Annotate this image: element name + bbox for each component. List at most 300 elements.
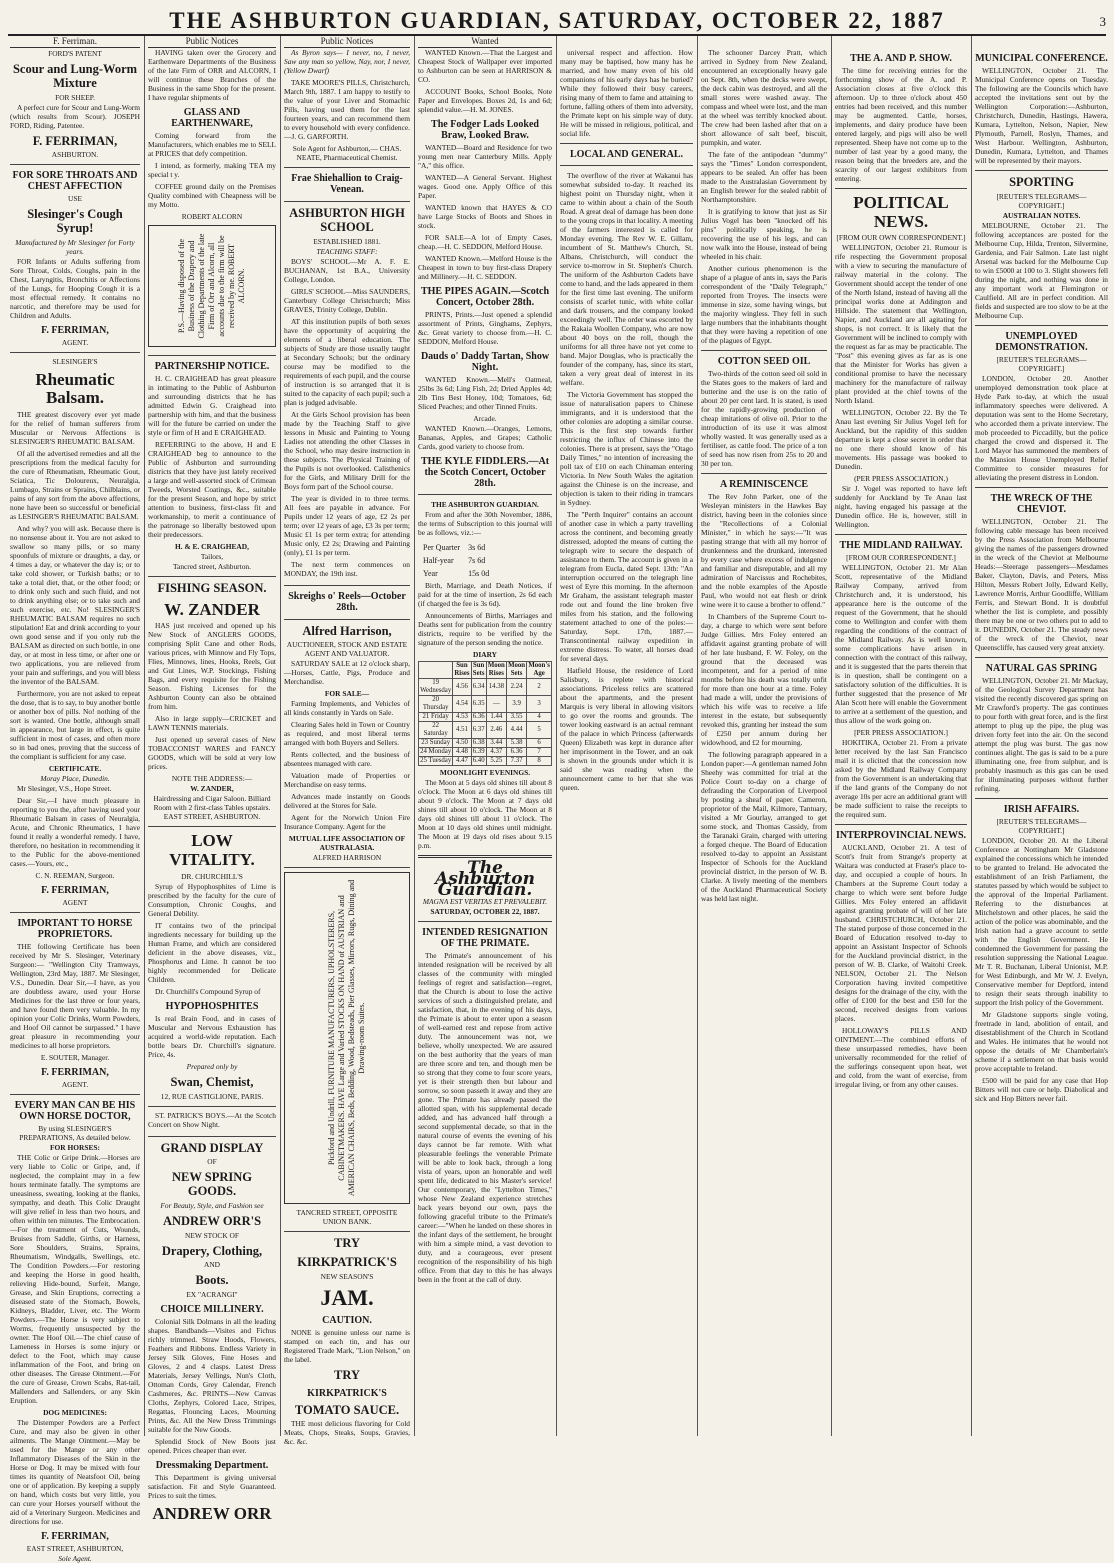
unemployed-title: UNEMPLOYED DEMONSTRATION.	[995, 330, 1088, 353]
zander-body: Just opened up several cases of New TOBACCONIST WARES and FANCY GOODS, which will be sold at very low prices.	[148, 735, 276, 772]
masthead	[8, 4, 1106, 36]
reminiscence-body: The Rev John Parker, one of the Wesleyan ministers in the Hawkes Bay district, having been in the colonies since the "Recollections of a Colonial Minister," in which he says:—"It was pasting strange that with all my horror of drunkenness and the drunkard, interested by every case where excess of indulgence and familiar and disreputable, and all my admiration of Narcissus and Rochebites, and the noble examples of the Apostle Paul, who would not eat flesh or drink wine were it to cause a brother to offend."	[701, 492, 827, 609]
column-4	[418, 48, 552, 1436]
wanted-notice: WANTED Known.—That the Largest and Cheapest Stock of Wallpaper ever imported to Ashburton can be seen at HARRISON & CO.	[418, 48, 552, 84]
sporting-title: SPORTING	[1009, 175, 1074, 189]
orr-footer: ANDREW ORR	[152, 1504, 272, 1524]
school-body: At the Girls School provision has been made by the Teaching Staff to give lessons in Music and Painting to Young Ladies not attending the other Classes in the School, who may desire instruction in these subjects. The Physical Training of the Pupils is not overlooked. Calisthenics for the Girls, and Military Drill for the Boys form part of the School course.	[284, 409, 410, 491]
column-8	[975, 48, 1108, 1436]
horse-doctor-advert	[10, 1100, 140, 1563]
column-rule	[280, 36, 281, 1436]
diary-cell: 2.46	[486, 722, 506, 739]
glass-body: Coming forward from the Manufacturers, which enables me to SELL at PRICES that defy competition.	[148, 131, 276, 158]
diary-cell: 6.38	[472, 739, 485, 746]
diary-cell: 22 Saturday	[419, 722, 453, 739]
diary-cell: 6.35	[471, 696, 486, 713]
fords-body: A perfect cure for Scour and Lung-Worm (which results from Scour). JOSEPH FORD, Riding, Patentee.	[10, 102, 140, 130]
partnership-body: REFERRING to the above, H and E CRAIGHEAD beg to announce to the Public of Ashburton and surrounding districts that they have just lately received a large and well-assorted stock of Crimean Tweeds, Worsted Coatings, &c., suitable for the present Season, and hope by strict attention to business, first-class fit and workmanship, to merit a continuance of the patronage so liberally bestowed upon their predecessors.	[148, 440, 276, 539]
horse-advert	[10, 918, 140, 1095]
pipes-notice: THE PIPES AGAIN.—Scotch Concert, October 28th.	[420, 286, 550, 308]
harrison-title: Alfred Harrison,	[302, 623, 392, 638]
try-label: TRY	[334, 1367, 360, 1382]
footer-advert: £500 will be paid for any case that Hop Bitters will not cure or help. Diabolical and sick and Hop Bitters never fail.	[975, 1075, 1108, 1103]
prints-notice: PRINTS, Prints.—Just opened a splendid assortment of Prints, Ginghams, Zephyrs, &c. Great variety to choose from.—H. C. SEDDON, Melford House.	[418, 310, 552, 346]
boots-title: Boots.	[195, 1273, 229, 1288]
column-3	[284, 48, 410, 1447]
skreigh-text: Skreighs o' Reels—October 28th.	[288, 590, 406, 613]
diary-cell: 24 Monday	[420, 748, 452, 755]
teaching-staff: TEACHING STAFF:	[316, 246, 378, 256]
zander-body: Also in large supply—CRICKET and LAWN TENNIS materials.	[148, 714, 276, 733]
wreck-title: THE WRECK OF THE CHEVIOT.	[990, 492, 1093, 515]
kirkpatrick-advert	[284, 1237, 410, 1446]
sore-title: FOR SORE THROATS AND CHEST AFFECTION	[12, 170, 138, 193]
rate-row	[420, 568, 492, 579]
irish-body: Mr Gladstone supports single voting, freetrade in land, abolition of entail, and disestablishment of the Church in Scotland and Wales. He intimates that he would not oppose the details of Mr Chamberlain's scheme if a settlement on that basis would prove acceptable to Ireland.	[975, 1009, 1108, 1073]
news-paragraph: In Chambers of the Supreme Court to-day, a charge to which were sent before Judge Gillies. Mrs Foley entered an affidavit against granting probate of will of her late husband, F. W. Foley, on the ground that the deceased was incompetent, and for a period of nine months before his death was totally unfit for more than one hour at a time. Foley had made a will, under the provisions of which his wife was to receive a life interest in the estate, but subsequently revoked this, granting her instead the sum of £250 per annum during her widowhood, and £2 for mourning.	[701, 612, 827, 747]
harrison-signature: ALFRED HARRISON	[312, 853, 382, 863]
valuation: Valuation made of Properties or Merchandise on easy terms.	[284, 771, 410, 790]
cough-title: Slesinger's Cough Syrup!	[27, 207, 123, 235]
diary-cell: 21 Friday	[419, 713, 453, 722]
wanted-notice: WANTED—Board and Residence for two young men near Canterbury Mills. Apply "A," this office.	[418, 143, 552, 170]
rate-label: Per Quarter	[423, 543, 461, 552]
tomato-title: TOMATO SAUCE.	[294, 1402, 400, 1417]
column-head: F. Ferriman.	[10, 36, 140, 48]
boys-school: BOYS' SCHOOL—Mr A. F. E. BUCHANAN, 1st B.A., University College, London.	[284, 256, 410, 284]
unemployed-body: LONDON, October 20. Another unemployed demonstration took place at Hyde Park to-day, at which the usual inflammatory speeches were delivered. A deputation was sent to the Home Secretary, who accorded them a private interview. The mob proceeded to Piccadilly, but the police charged the crowd and dispersed it. The Lord Mayor has summoned the members of the Mansion House Unemployed Relief Committee to consider measures for alleviating the present distress in London.	[975, 373, 1108, 482]
vitality-title: LOW VITALITY.	[169, 831, 255, 870]
political-sub: [FROM OUR OWN CORRESPONDENT.]	[836, 233, 966, 243]
partnership-role: Tailors,	[200, 552, 224, 561]
wreck-body: WELLINGTON, October 21. The following cable message has been received by the Press Association from Melbourne giving the names of the passengers drowned in the wreck of the Cheviot at Melbourne Heads:—Steerage passengers—Mesdames Baker, Clayton, Davis, and Peters, Miss Hilton, Messrs Robert Jolly, Edward Kelly, Lawrence Morris, Arthur Goodliffe, William Ferris, and Stewart Bond. It is doubtful whether the list is complete, and possibly there may be one or two others put to add to it. DUNEDIN, October 21. The steady news of the wreck of the Cheviot, near Queenscliffe, has caused very great anxiety.	[975, 516, 1108, 652]
municipal-title: MUNICIPAL CONFERENCE.	[975, 53, 1108, 64]
news-paragraph: Another curious phenomenon is the shape of a plague of ants in, says the Paris correspondent of the "Daily Telegraph," reported from Troyes. The insects were immense in size, some having wings, but the majority wingless. They fell in such large numbers that the inhabitants thought that they were having a repetition of one of the plagues of Egypt.	[701, 264, 827, 345]
diary-header-cell: Sun Rises	[454, 662, 470, 677]
alcorn-signature: ROBERT ALCORN	[181, 212, 243, 221]
swan-title: Swan, Chemist,	[170, 1074, 254, 1089]
horse-body: THE following Certificate has been received by Mr S. Slesinger, Veterinary Surgeon:— "Wellington City Tramways, Wellington, 23rd May, 1887. Mr Slesinger, V.S., Dunedin. Dear Sir,—I have, as you are doubtless aware, used your Horse Medicines for the last three or four years, and have found them very valuable. In my opinion your Colic Drinks, Worm Powders, and Hoof Oil cannot be surpassed." I have great pleasure in recommending your medicines to all horse proprietors.	[10, 942, 140, 1051]
agent-label: AGENT.	[61, 1080, 89, 1090]
diary-header-row	[419, 662, 552, 679]
style-line: For Beauty, Style, and Fashion see	[160, 1200, 264, 1210]
midland-body: HOKITIKA, October 21. From a private letter received by the last San Francisco mail it is elicited that the concession now asked by the Midland Railway Company from the Government is an undertaking that if the land grants of the Company do not average 10s per acre an additional grant will be made sufficient to raise the receipts to the required sum.	[835, 738, 967, 820]
spring-title: NEW SPRING GOODS.	[172, 1170, 252, 1199]
rate-label: Year	[423, 569, 438, 578]
school-term: The next term commences on MONDAY, the 19th inst.	[284, 559, 410, 578]
political-body: WELLINGTON, October 22. By the Te Anau last evening Sir Julius Vogel left for Auckland, but the rapidity of this sudden departure is kept a close secret in order that no one there should know of his movements. His passage was booked to Dunedin.	[835, 408, 967, 472]
interprovincial-body: AUCKLAND, October 21. A test of Scott's fruit from Strange's property at Waitara was conducted at Fraser's place to-day, and occupied a couple of hours. In Chambers at the Supreme Court today a charge to which were sent before Judge Gillies. Mrs Foley entered an affidavit against granting probate of will of her late husband. CHRISTCHURCH, October 21. The stated purpose of those concerned in the Board of Education resolved to-day to appoint an Assistant Inspector of Schools for the Auckland provincial district, in the person of W. B. Clarke, of Waitohi Creek. NELSON, October 21. The Nelson Corporation having invited competitive designs for the drainage of the city, with the offer of £100 for the best and £50 for the second, received designs from various places.	[835, 843, 967, 1024]
diary-cell: 6.39	[472, 748, 485, 755]
diary-cell: 4	[527, 713, 552, 722]
fishing-title: FISHING SEASON.	[157, 581, 267, 595]
births-notice: Birth, Marriage, and Death Notices, if paid for at the time of insertion, 2s 6d each (if charged the fee is 3s 6d).	[418, 581, 552, 608]
column-head: Public Notices	[148, 36, 276, 48]
diary-cell: 8	[527, 757, 552, 766]
irish-sub: [REUTER'S TELEGRAMS—COPYRIGHT.]	[996, 816, 1087, 835]
political-body: WELLINGTON, October 21. Rumour is rife respecting the Government proposal with a view to securing the manufacture of railway material in the colony. The Government should accept the tender of one of the North Island, instead of having all the principal works done at Addington and Hillside. The statement that Wellington, Napier, and Auckland are all agitating for shops, is not correct. It is likely that the Government will be inclined to comply with the request as far as may be practicable. The "Post" this evening gives as far as is one that the Minister for Works has given a conditional promise to have the necessary machinery for the manufacture of railway plant provided at the chief towns of the North Island.	[835, 243, 967, 406]
fodger-notice: The Fodger Lads Looked Braw, Looked Braw.	[431, 119, 539, 141]
tomato-body: THE most delicious flavoring for Cold Meats, Chops, Steaks, Soups, Gravies, &c. &c.	[284, 1419, 410, 1447]
choice-title: CHOICE MILLINERY.	[160, 1304, 264, 1316]
ferriman-address: EAST STREET, ASHBURTON,	[26, 1544, 124, 1554]
diary-cell: 2.24	[506, 679, 526, 696]
canned-notice: WANTED Known.—Mell's Oatmeal, 25lbs 3s 6d; Ling Fish, 2d; Dried Apples 4d; 2lb Tins Best Honey, 10d; Tomatoes, 6d; Sliced Peaches; and other Tinned Fruits.	[418, 375, 552, 411]
caution-body: NONE is genuine unless our name is stamped on each tin, and has our Registered Trade Mark, "Lion Nelson," on the label.	[284, 1327, 410, 1364]
leader-continued: universal respect and affection. How many may be baptised, how many has he married, and how many even of his old companions of his early days has he buried? While they followed their busy careers, rising many of them to fame and attaining to fortune, falling others of them into adversity, the Primate kept on his simple way of duty. He will be missed in religious, political, and social life.	[560, 48, 693, 138]
column-head: Public Notices	[284, 36, 410, 48]
balsam-body: Of all the advertised remedies and all the prescriptions from the medical faculty for the cure of Rheumatism, Rheumatic Gout, Sciatica, Tic Doloureux, Neuralgia, Lumbago, Strains or Sprains, Chilblains, or pains of any sort from the above affections, none have been so successful or beneficial as LESINGER'S RHEUMATIC BALSAM.	[10, 449, 140, 522]
column-1	[10, 48, 140, 1563]
swan-prepared: Prepared only by	[186, 1061, 238, 1071]
ferriman-name: F. FERRIMAN,	[32, 133, 118, 148]
advances: Advances made instantly on Goods delivered at the Stores for Sale.	[284, 792, 410, 811]
column-rule	[697, 36, 698, 1436]
school-body: AT this institution pupils of both sexes have the opportunity of acquiring the elements of a liberal education. The subjects of Study are those usually taught at Secondary Schools; but the ordinary course may be modified to the requirements of each pupil, and the course of instruction is so arranged that it is suited to the capacity of each pupil; such a plan is judged advisable.	[284, 316, 410, 407]
zander-note: NOTE THE ADDRESS:—	[171, 774, 253, 784]
certificate-body: Dear Sir,—I have much pleasure in reporting to you the, after having used your Rheumatic Balsam in cases of Neuralgia, Acute, and Chronic Rheumatics, I have found it really a wonderful remedy. I have, therefore, no hesitation in recommending it to the Public for the above-mentioned cases.—Yours, etc.,	[10, 796, 140, 869]
holloway-advert: HOLLOWAY'S PILLS AND OINTMENT.—The combined efforts of these unsurpassed remedies, have been universally recommended for the relief of the sufferings consequent upon heat, wet and cold, from the want of exercise, from irregular living, or from any other causes.	[835, 1026, 967, 1090]
midland-title: THE MIDLAND RAILWAY.	[839, 540, 963, 552]
pickford-text: Pickford and Undrill, FURNITURE MANUFACTURERS, UPHOLSTERERS, CABINETMAKERS. HAVE Large and Varied STOCKS ON HAND of AUSTRIAN and AMERICAN CHAIRS, Beds, Bedding, Wood, Bedsteads, Pier Glasses, Mirrors, Rugs, Dining and Drawing-room Suites.	[327, 880, 366, 1197]
cotton-title: COTTON SEED OIL	[717, 356, 811, 367]
diary-header-cell: Moon Rises	[487, 662, 505, 677]
zander-signature: W. ZANDER,	[190, 784, 234, 794]
diary-cell: 2	[527, 679, 552, 696]
caution-title: CAUTION.	[322, 1314, 372, 1326]
vitality-sub: DR. CHURCHILL'S	[181, 871, 243, 881]
dauds-notice: Dauds o' Daddy Tartan, Show Night.	[420, 351, 550, 373]
grand-title: GRAND DISPLAY	[160, 1140, 264, 1155]
ferriman-name: F. FERRIMAN,	[41, 885, 109, 897]
goods-list: Colonial Silk Dolmans in all the leading shapes. Bandbands—Visites and Fichus richly trimmed. Straw Hoods, Flowers, Feathers and Ribbons. Endless Variety in Jersey Silk Gloves, Fine Hoses and Gloves, 2 and 4 clasps. Latest Dress Materials, Jersey Vellings, Nun's Cloth, Ottoman Cords, Grey Calendar, French Cashmeres, &c. PRINTS—New Canvas Cloths, Zephyrs, Colored Lace, Stripes, Regattas, Flouncing Laces, Mourning Prints, &c. All the New Dress Trimmings suitable for the New Goods.	[148, 1317, 276, 1435]
diary-row	[419, 739, 552, 748]
diary-cell: 20 Thursday	[419, 696, 453, 713]
diary-cell: 4.56	[453, 679, 471, 696]
diary-cell: 6.37	[471, 722, 486, 739]
rate-label: Half-year	[423, 556, 454, 565]
diary-cell: 6.36	[506, 748, 526, 757]
moore-advert	[284, 48, 410, 168]
diary-cell: 3.44	[486, 739, 506, 748]
column-2	[148, 48, 276, 1524]
drapery-title: Drapery, Clothing,	[161, 1243, 263, 1258]
news-paragraph: The fate of the antipodean "dummy" says the "Times" London correspondent, appears to be sealed. An offer has been made to the Australasian Government by an English brewer for the sealed rabbit of Northamptonshire.	[701, 150, 827, 204]
orr-advert	[148, 1142, 276, 1524]
leader-body: The Primate's announcement of his intended resignation will be received by all classes of the community with mingled feelings of regret and satisfaction—regret, that the Church is about to lose the active services of such a distinguished prelate, and satisfaction, that, in the evening of his days, the Primate is about to enter upon a season of well-earned rest and repose from active duty. The announcement was not, we believe, wholly unexpected. We are assured on the best authority that the years of man are three score and ten, and though men be so strong that they come to four score years, yet is their strength then but labour and sorrow, so soon passeth it away and they are gone. The Primate has already passed the allotted span, with his supplemental decade added, and has advanced half through a second supplemental decade, so that in the natural course of events the evening of his days cannot be far remote. With what pleasurable feelings the venerable Primate will be able to look back, through a long vista of years, upon an honorable and well spent life, dedicated to his Master's service! Our contemporary, the "Lyttelton Times," whose New Zealand experience stretches back years beyond our own, pays the following graceful tribute to the Primate's career:—"When he landed on these shores in the infant days of the settlement, he brought with him a simple mind, a vast devotion to duty, and a courageous, ever present recognition of the responsibility of his high office. From that day to this he has always been in the front at the call of duty.	[418, 951, 552, 1284]
diary-cell: 4.44	[506, 722, 526, 739]
local-body: The overflow of the river at Wakanui has somewhat subsided to-day. It reached its highest point on Thursday night, when it came to within about a chain of the South Road. A great deal of damage has been done to the young crops in that locality. A meeting of the farmers interested is called for Monday evening. The Rev W. E. Gillam, incumbent of St. Matthew's Church, St. Albans, Christchurch, will conduct the service to-morrow in St. Stephen's Church. The uniform of the Ashburton Cadets have come to hand, and the lads appeared in them for the first time last evening. The uniform consists of scarlet tunic, with white collar and dark trousers, and the company looked exceedingly well. The order was escorted by the Rakaia Woollen Company, who are now about 40 boys on the roll, though the uniforms for all three have not yet come to hand. Major Douglas, who is practically the founder of the company, has, since its start, taken a very great deal of interest in its welfare.	[560, 171, 693, 387]
show-title: THE A. AND P. SHOW.	[850, 53, 952, 64]
fords-title: Scour and Lung-Worm Mixture	[12, 62, 138, 90]
rents: Rents collected, and the business of absentees managed with care.	[284, 750, 410, 769]
wanted-notice: WANTED—A General Servant. Highest wages. Good one. Apply Office of this Paper.	[418, 173, 552, 200]
press-association: [PER PRESS ASSOCIATION.]	[854, 728, 948, 738]
zander-body: HAS just received and opened up his New Stock of ANGLERS GOODS, comprising Split Cane and other Rods, various prices, with Minnow and Fly Tops, Flies, Minnows, lines, Hooks, Reels, Gut and Gut Lines, W.P. Stockings, Fishing Bags, and every requisite for the Fishing Season. Fishing Licenses for the Ashburton County can also be obtained from him.	[148, 621, 276, 712]
vitality-body: Dr. Churchill's Compound Syrup of	[155, 986, 261, 996]
for-horses: FOR HORSES:	[50, 1143, 100, 1153]
interprovincial-title: INTERPROVINCIAL NEWS.	[835, 830, 967, 842]
cough-by: Manufactured by Mr Slesinger for Forty years.	[15, 237, 135, 256]
press-association: (PER PRESS ASSOCIATION.)	[854, 474, 948, 484]
fords-for: FOR SHEEP.	[55, 92, 95, 102]
guardian-masthead: The Ashburton Guardian.	[435, 858, 535, 900]
agent-line: Agent for the Norwich Union Fire Insurance Company. Agent for the	[284, 813, 410, 832]
diary-cell: 25 Tuesday	[420, 757, 452, 764]
local-body: The "Perth Inquirer" contains an account of another case in which a party travelling across the continent, and becoming greatly distressed, adopted the means of cutting the telegraph wire to secure the despatch of assistance to them. The account is given in a telegram from Eucla, dated Sept. 13th: "An interruption occurred on the telegraph line west of Eyre this morning. In the afternoon Mr Graham, the assistant telegraph master rode out and found the line broken five miles from his station, and the following statement attached to one of the poles:—Saturday, Sept. 17th, 1887.—Transcontinental railway expedition in extreme distress. To water, all horses dead for several days.	[560, 510, 693, 663]
midland-body: WELLINGTON, October 21. Mr Alan Scott, representative of the Midland Railway Company, arrived from Christchurch and, it is understood, his appearance here is the outcome of the request of the Government, that he should come to Wellington and confer with them regarding the conditions of the contract of the Midland Railway. As is well known, some complications have arisen in connection with the contract of this railway, and it is suggested that the parts therein that is in question, shall be contingent on a satisfactory solution of the difficulties. It is further suggested that the presence of Mr Alan Scott here will enable the Government to arrive at a settlement of the question, and thus allow of the work going on.	[835, 563, 967, 726]
political-title: POLITICAL NEWS.	[853, 193, 949, 231]
sporting-head: AUSTRALIAN NOTES.	[1002, 210, 1081, 220]
diary-title: DIARY	[473, 650, 497, 659]
news-paragraph: The following paragraph appeared in a London paper:—A gentleman named John Sheehy was committed for trial at the Police Court to-day on a charge of defrauding the Corporation of Liverpool by posting a sheaf of paper. Cameron, proprietor of the Mail, Kilmore, Tantuary, visited a Mr Gourlay, arranged to get some stock, and Thomas Cassidy, from the Taranaki Grain, charged with uttering a forged cheque. The Board of Education resolved to-day to appoint an Assistant Inspector of Schools for the Auckland provincial district, in the person of W. B. Clarke. A lively meeting of the members of the Auckland Pharmaceutical Society was held last night.	[701, 750, 827, 903]
wanted-notice: WANTED Known.—Melford House is the Cheapest in town to buy first-class Drapery and Millinery.—H. C. SEDDON.	[418, 254, 552, 281]
partnership-address: Tancred street, Ashburton.	[173, 562, 251, 571]
glass-title: GLASS AND EARTHENWARE,	[171, 107, 253, 129]
diary-cell: 7	[527, 748, 552, 757]
diary-table	[418, 661, 552, 766]
diary-cell: 6	[527, 739, 552, 748]
every-sub: By using SLESINGER'S PREPARATIONS, As detailed below.	[19, 1124, 131, 1143]
diary-header-cell: Moon's Age	[528, 662, 550, 677]
pickford-address: TANCRED STREET, OPPOSITE UNION BANK.	[296, 1208, 398, 1227]
pickford-advert	[284, 872, 410, 1204]
rate-row	[420, 555, 492, 566]
column-rule	[831, 36, 832, 1436]
clearing-sales: Clearing Sales held in Town or Country as required, and most liberal terms arranged with both Buyers and Sellers.	[284, 720, 410, 748]
diary-cell: 4.37	[486, 748, 506, 757]
diary-cell: 4.48	[453, 748, 471, 757]
zander-address: Hairdressing and Cigar Saloon. Billiard Room with 2 first-class Tables upstairs. EAST STREET, ASHBURTON.	[153, 794, 271, 822]
kirkpatrick-title: KIRKPATRICK'S	[307, 1387, 387, 1399]
diary-row	[419, 748, 552, 757]
mutual-line: MUTUAL LIFE ASSOCIATION OF AUSTRALASIA.	[288, 834, 406, 853]
school-fees: The year is divided in to three terms. All fees are payable in advance. For Pupils under 12 years of age, £2 2s per term; over 12 years of age, £3 3s per term; Music £1 1s per term extra; for attending Music only, £2 2s; Drawing and Painting (only), £1 1s per term.	[284, 493, 410, 557]
partnership-signature: H. & E. CRAIGHEAD,	[175, 542, 249, 551]
balsam-advert	[10, 357, 140, 913]
horses-body: THE Colic or Gripe Drink.—Horses are very liable to Colic or Gripe, and, if neglected, the complaint may in a few hours terminate fatally. The symptoms are uneasiness, sweating, looking at the flanks, sympathy, and death. This Colic Draught will give relief in less than two hours, and often within ten minutes. The Embrocation.—For the treatment of Cuts, Wounds, Bruises from Saddle, Girths, or Harness, Sore Shoulders, Strains, Sprains, Rheumatism, Windgalls, Swellings, etc. The Condition Powders.—For restoring and keeping the Horse in good health, relieving Hide-bound, Surfeit, Mange, Grease, and Skin Eruptions, correcting a diseased state of the Stomach, Bowels, Kidneys, Bladder, Liver, etc. The Worm Powders.—The Horse is very subject to Worms, frequently unsuspected by the owner. The Hoof Oil.—The chief cause of Lameness in Horses is some injury or defect to the Foot, which may cause inflammation of the Foot, and bring on other diseases. The Grease Ointment.—For the cure of Grease, Crown Scabs, Rat-tail, Mallenders and Sallenders, or any Skin Eruption.	[10, 1153, 140, 1406]
rate-row	[420, 542, 492, 553]
ferriman-name: F. FERRIMAN,	[41, 324, 109, 336]
kirkpatrick-title: KIRKPATRICK'S	[297, 1255, 397, 1269]
diary-cell: 6.34	[471, 679, 486, 696]
diary-row	[419, 713, 552, 722]
diary-cell: 4.47	[453, 757, 471, 766]
certificate-signature: C. N. REEMAN, Surgeon.	[35, 871, 115, 881]
horse-signature: E. SOUTER, Manager.	[40, 1053, 110, 1063]
and-line: AND	[203, 1260, 220, 1270]
irish-title: IRISH AFFAIRS.	[1003, 803, 1080, 815]
page-number: 3	[1099, 14, 1106, 29]
rotated-notice-text: P.S.—Having disposed of the Business of the Drapery and Clothing Departments of the late Firm of Orr and Alcorn, all accounts due to the firm will be received by me. ROBERT ALCORN.	[177, 233, 246, 339]
patrick-notice	[148, 1111, 276, 1137]
agent-label: AGENT.	[61, 337, 89, 347]
guardian-date: SATURDAY, OCTOBER 22, 1887.	[430, 907, 540, 916]
try-label: TRY	[334, 1236, 360, 1251]
rate-value: 15s 0d	[468, 569, 490, 578]
news-paragraph: The schooner Darcey Pratt, which arrived in Sydney from New Zealand, encountered an exceptionally heavy gale on Sept. 8th, when the decks were swept, the deck cabin was destroyed, and all the small stores were washed away. The compass and wheel were lost, and the man at the wheel was terribly knocked about. The crew had been lashed after that on a short allowance of salt beef, biscuit, pumpkin, and water.	[701, 48, 828, 147]
zander-title: W. ZANDER	[164, 599, 260, 619]
column-rule	[144, 36, 145, 1436]
school-title: ASHBURTON HIGH SCHOOL	[289, 206, 405, 234]
kyle-notice: THE KYLE FIDDLERS.—At the Scotch Concert, October 28th.	[420, 456, 550, 489]
fords-advert	[10, 49, 140, 165]
diary-cell: 4.54	[453, 696, 471, 713]
partnership-advert	[148, 361, 276, 577]
wanted-notice: WANTED known that HAYES & CO have Large Stocks of Boots and Shoes in stock.	[418, 203, 552, 230]
harrison-sub: AUCTIONEER, STOCK AND ESTATE AGENT AND VALUATOR.	[286, 640, 408, 659]
diary-row	[419, 757, 552, 766]
certificate-to: Mr Slesinger, V.S., Hope Street.	[17, 784, 112, 794]
sore-use: USE	[68, 194, 82, 204]
zander-advert	[148, 582, 276, 827]
rate-value: 3s 6d	[468, 543, 486, 552]
moore-body: TAKE MOORE'S PILLS, Christchurch, March 9th, 1887. I am happy to testify to the value of your Liver and Stomachic Pills, having used them for the last fourteen years, and can recommend them to every household with every confidence.—J. G. GARFORTH.	[284, 78, 410, 141]
certificate-address: Moray Place, Dunedin.	[40, 774, 110, 784]
ferriman-name: F. FERRIMAN,	[41, 1531, 109, 1543]
dog-title: DOG MEDICINES:	[43, 1408, 107, 1418]
hypo-title: HYPOPHOSPHITES	[165, 1000, 259, 1012]
girls-school: GIRLS' SCHOOL—Miss SAUNDERS, Canterbury College Christchurch; Miss GRAVES, Trinity College, Dublin.	[284, 286, 410, 314]
unemployed-sub: [REUTER'S TELEGRAMS—COPYRIGHT.]	[996, 354, 1087, 373]
orr-title: ANDREW ORR'S	[162, 1213, 262, 1228]
diary-cell: 19 Wednesday	[420, 679, 452, 694]
grand-of: OF	[207, 1157, 217, 1167]
moon-body: The Moon at 5 days old shines till about 8 o'clock. The Moon at 6 days old shines till about 9 o'clock. The Moon at 7 days old shines till about 10 o'clock. The Moon at 8 days old shines till about 11 o'clock. The Moon at 10 days old shines until midnight. The Moon at 19 days old rises about 9.15 p.m.	[418, 778, 552, 850]
vitality-body: IT contains two of the principal ingredients necessary for building up the Human Frame, and which are considered deficient in the above diseases, viz., Phosphorus and Lime. It cannot be too highly recommended for Delicate Children.	[148, 920, 276, 984]
ferriman-name: F. FERRIMAN,	[41, 1067, 109, 1079]
certificate-title: CERTIFICATE.	[48, 764, 102, 774]
column-6	[701, 48, 827, 1436]
sale-body: Farming Implements, and Vehicles of all kinds constantly in Yards on Sale.	[284, 699, 410, 718]
diary-header-cell	[419, 662, 453, 679]
column-rule	[971, 36, 972, 1436]
reminiscence-title: A REMINISCENCE	[719, 479, 809, 490]
shiel-text: Frae Shiehallion to Craig-Venean.	[291, 173, 403, 195]
announce-notice: Announcements of Births, Marriages and Deaths sent for publication from the country districts, require to be verified by the signature of the person sending the notice.	[418, 611, 552, 647]
diary-cell: 4.50	[453, 739, 471, 748]
gas-body: WELLINGTON, October 21. Mr Mackay, of the Geological Survey Department has visited the recently discovered gas spring on Mr Crawford's property. The gas continues to pour forth with great force, and is the first attempt to plug up the pipe, the plug was driven forty feet into the air. On the second attempt the plug was burst. The gas now continues alight. The gas is said to be a pure illuminating one, free from sulphur, and is probably inasmuch as this gas can be used for illuminating purposes without further refining.	[975, 675, 1108, 793]
diary-header-cell: Moon Sets	[508, 662, 526, 677]
agent-label: AGENT	[62, 898, 88, 908]
season-line: NEW SEASON'S	[320, 1271, 374, 1281]
hypo-body: Is real Brain Food, and in cases of Muscular and Nervous Exhaustion has acquired a world-wide reputation. Each bottle bears Dr. Churchill's signature. Price, 4s.	[148, 1013, 276, 1059]
diary-cell: 4.53	[453, 713, 471, 722]
news-paragraph: It is gratifying to know that just as Sir Julius Vogel has been "knocked off his pins" politically speaking, he is recovering the use of his legs, and can now walk into the House, instead of being wheeled in his chair.	[701, 207, 827, 261]
diary-cell: —	[486, 696, 506, 713]
political-body: Sir J. Vogel was reported to have left suddenly for Auckland by Te Anau last night, having engaged his passage at the Dunedin office. He is, however, still in Wellington.	[835, 484, 967, 530]
municipal-body: WELLINGTON, October 21. The Municipal Conference opens on Tuesday. The following are the Councils which have accepted the invitations sent out by the Wellington Corporation:—Ashburton, Christchurch, Dunedin, Hastings, Hawera, Kumara, Lyttelton, Nelson, Napier, New Plymouth, Parnell, Roslyn, Thames, and West Harbour. Wellington, Ashburton, Dunedin, Kumara, Lyttelton, and Thames will be represented by their mayors.	[975, 66, 1108, 165]
ferriman-place: ASHBURTON.	[51, 150, 99, 160]
every-title: EVERY MAN CAN BE HIS OWN HORSE DOCTOR,	[14, 1100, 136, 1123]
masthead-title: THE ASHBURTON GUARDIAN, SATURDAY, OCTOBER 22, 1887	[169, 8, 945, 33]
diary-header-cell: Sun Sets	[472, 662, 485, 677]
patrick-text: ST. PATRICK'S BOYS.—At the Scotch Concert on Show Night.	[148, 1110, 276, 1129]
saturday-sale: SATURDAY SALE at 12 o'clock sharp,—Horses, Cattle, Pigs, Produce and Merchandise.	[284, 659, 410, 687]
diary-cell: 6.36	[472, 713, 485, 720]
moon-title: MOONLIGHT EVENINGS.	[439, 768, 531, 777]
alcorn-advert	[148, 48, 276, 356]
diary-cell: 5	[527, 722, 552, 739]
fords-head: FORD'S PATENT	[48, 49, 102, 58]
diary-cell: 3	[527, 696, 552, 713]
orr-stock: NEW STOCK OF	[185, 1230, 239, 1240]
diary-cell: 5.25	[486, 757, 506, 766]
shiel-notice	[284, 173, 410, 202]
partnership-body: H. C. CRAIGHEAD has great pleasure in intimating to the Public of Ashburton and surrounding districts that he has admitted Edwin G. Craighead into partnership with him, and that the business will for the future be carried on under the style or firm of H and E CRAIGHEAD.	[148, 374, 276, 437]
horse-title: IMPORTANT TO HORSE PROPRIETORS.	[17, 918, 133, 941]
swan-address: 12, RUE CASTIGLIONE, PARIS.	[160, 1091, 264, 1101]
balsam-body: And why? you will ask. Because there is no nonsense about it. You are not asked to swallow so many pills, or so many spoonfuls of mixture or draughts, a day, or 4 times a day, or whatever the day is; or to take cold shower, or Turkish baths; or to take a total diet, that, or the other food; or to drink only such and such fluid, and not to drink anything else; or to take such and such exercise, etc. No! SLESINGER'S RHEUMATIC BALSAM requires no such stipulation! Eat and drink according to your own good sense and if you only rub the BALSAM as directed on such bottle, in one day, or at most in less time, or after one or two applications, you are relieved from your pain and sufferings, and you will bless the inventor of the BALSAM.	[10, 524, 140, 687]
cotton-body: Two-thirds of the cotton seed oil sold in the States goes to the makers of lard and butterine and the use is on the ratio of about 20 per cent lard. It is stated, is used for the rapidly-growing production of cheap imitations of olive oil. Prior to the introduction of its use it was almost wholly wasted. It was generally used as a fertiliser, as cattle food. The price of a ton of seed has now risen from 25s to 20 and 30 per ton.	[701, 369, 827, 468]
guardian-subscription-body: From and after the 30th November, 1886, the terms of Subscription to this journal will be as follows, viz.:—	[418, 510, 552, 537]
skreigh-notice	[284, 591, 410, 620]
arcade-label: Arcade.	[473, 414, 497, 423]
diary-cell: 3.9	[506, 696, 526, 713]
guardian-subscription-head: THE ASHBURTON GUARDIAN.	[431, 500, 539, 509]
midland-sub: [FROM OUR CORRESPONDENT.]	[846, 553, 956, 563]
sporting-body: MELBOURNE, October 21. The following acceptances are posted for the Melbourne Cup, Hilda, Trenton, Silvermine, Gardenia, and Fair Salmon. Late last night Arsenal was backed for the Melbourne Cup to win £5000 at 100 to 3. Slight showers fell during the night, and nothing was done in any important work at Flemington or Caulfield. All are in perfect condition. All fields and suspected are too slow to be at the Melbourne Cup.	[975, 220, 1108, 320]
leader-title: INTENDED RESIGNATION OF THE PRIMATE.	[422, 927, 548, 949]
ship-line: EX "ACRANGI"	[186, 1290, 238, 1300]
subscription-rates	[418, 540, 494, 581]
column-5	[560, 48, 693, 1436]
for-sale-notice: FOR SALE—A lot of Empty Cases, cheap.—H. C. SEDDON, Melford House.	[418, 233, 552, 251]
sole-agent: Sole Agent for Ashburton,— CHAS. NEATE, Pharmaceutical Chemist.	[292, 144, 402, 162]
partnership-title: PARTNERSHIP NOTICE.	[154, 361, 270, 372]
diary-cell: 14.38	[486, 679, 506, 696]
rotated-notice	[148, 225, 276, 347]
dog-body: The Distemper Powders are a Perfect Cure, and may also be given in other ailments. The Mange Ointment.—May be used for the Mange or any other Inflammatory Diseases of the Skin in the Horse or Dog. It may be mixed with four times its quantity of Neatsfoot Oil, being one or of application. By keeping a supply on hand, which costs but very little, you can cure your Horses yourself without the aid of a Veterinary Surgeon. Medicines and directions for use.	[10, 1418, 140, 1527]
rate-value: 7s 6d	[468, 556, 486, 565]
guardian-motto: MAGNA EST VERITAS ET PREVALEBIT.	[422, 897, 548, 906]
diary-cell: 5.38	[506, 739, 526, 748]
for-sale: FOR SALE—	[324, 689, 370, 699]
diary-row	[419, 722, 552, 739]
splendid-line: Splendid Stock of New Boots just opened. Prices cheaper than ever.	[148, 1437, 276, 1456]
diary-cell: 7.37	[506, 757, 526, 766]
coffee-text: COFFEE ground daily on the Premises Quality combined with Cheapness will be my Motto.	[148, 182, 276, 209]
cough-body: FOR Infants or Adults suffering from Sore Throat, Colds, Coughs, pain in the Chest, Laryngitis, Bronchitis or Affections of the Lungs, for Hooping Cough it is a most effectual remedy. It contains no narcotic, and therefore may be used for Children and Adults.	[10, 256, 140, 320]
wanted-notice: ACCOUNT Books, School Books, Note Paper and Envelopes. Boxes 2d, 1s and 6d; splendid value.—H. M. JONES.	[418, 87, 552, 114]
irish-body: LONDON, October 20. At the Liberal Conference at Nottingham Mr Gladstone explained the concessions which he intended to be granted to Ireland. He advocated the establishment of an Irish Parliament, the statutes passed by which would be subject to the approval of the Imperial Parliament. Referring to the disturbances at Mitchelstown and other places, he said the action of the police was abominable, and the Irish nation had a grave account to settle with the English Government. He condemned the Government for passing the resolution suppressing the National League. Mr T. R. Buchanan, Liberal Unionist, M.P. for West Edinburgh, and Mr W. J. Evelyn, Conservative member for Deptford, intend to resign their seats through inability to support the Irish policy of the Government.	[975, 835, 1108, 1007]
diary-cell: 3.55	[506, 713, 526, 722]
diary-cell: 1.44	[486, 713, 506, 722]
local-title: LOCAL AND GENERAL.	[569, 149, 684, 160]
poem: As Byron says— I never, no, I never, Saw any man so yellow, Nay, nor, I never, (Yellow Dwarf)	[284, 48, 410, 75]
column-head: Wanted	[418, 36, 552, 48]
diary-cell: 6.40	[472, 757, 485, 764]
glass-body: HAVING taken over the Grocery and Earthenware Departments of the Business of the late Firm of ORR and ALCORN, I will continue these Branches of the Business in the same Shop for the present. I have regular shipments of	[148, 48, 276, 102]
glass-body: I intend, as formerly, making TEA my special t y.	[148, 161, 276, 179]
harrison-advert	[284, 625, 410, 869]
sporting-sub: [REUTER'S TELEGRAMS—COPYRIGHT.]	[996, 191, 1087, 210]
diary-cell: 23 Sunday	[419, 739, 453, 748]
school-established: ESTABLISHED 1881.	[313, 236, 381, 246]
column-7	[835, 48, 967, 1436]
column-rule	[414, 36, 415, 1436]
column-rule	[556, 36, 557, 1436]
local-body: Hatfield House, the residence of Lord Salisbury, is replete with historical associations. Priceless relics are scattered about the apartments, and the present Marquis is very liberal in allowing visitors to go over the rooms and grounds. The tower looking eastward is an actual remnant of the palace in which Princess (afterwards Queen) Elizabeth was kept in durance after her imprisonment in the Tower, and an oak is shown in the grounds under which it is said she was reading when the announcement came to her that she was queen.	[560, 666, 693, 792]
balsam-body: THE greatest discovery ever yet made for the relief of human sufferers from Muscular or Nervous Affections is SLESINGER'S RHEUMATIC BALSAM.	[10, 410, 140, 447]
vitality-body: Syrup of Hypophosphites of Lime is prescribed by the faculty for the cure of Consumption, Chronic Coughs, and General Debility.	[148, 881, 276, 918]
gas-title: NATURAL GAS SPRING	[985, 662, 1098, 674]
vitality-advert	[148, 832, 276, 1106]
oranges-notice: WANTED Known.—Oranges, Lemons, Bananas, Apples, and Grapes; Catholic Cards, good variety to choose from.	[418, 424, 552, 451]
balsam-title: Rheumatic Balsam.	[35, 369, 115, 408]
show-body: The time for receiving entries for the forthcoming show of the A. and P. Association closes at five o'clock this afternoon. Up to three o'clock about 450 entries had been received, and this number may be augmented. Cattle, horses, implements, and dairy produce have been entered largely, and pigs will also be well represented. Sheep have not come up to the number of last year by a good many, the reason being that the breeders are, and the scarcity of our largest exhibitors from entering.	[835, 66, 967, 183]
jam-title: JAM.	[320, 1284, 374, 1310]
